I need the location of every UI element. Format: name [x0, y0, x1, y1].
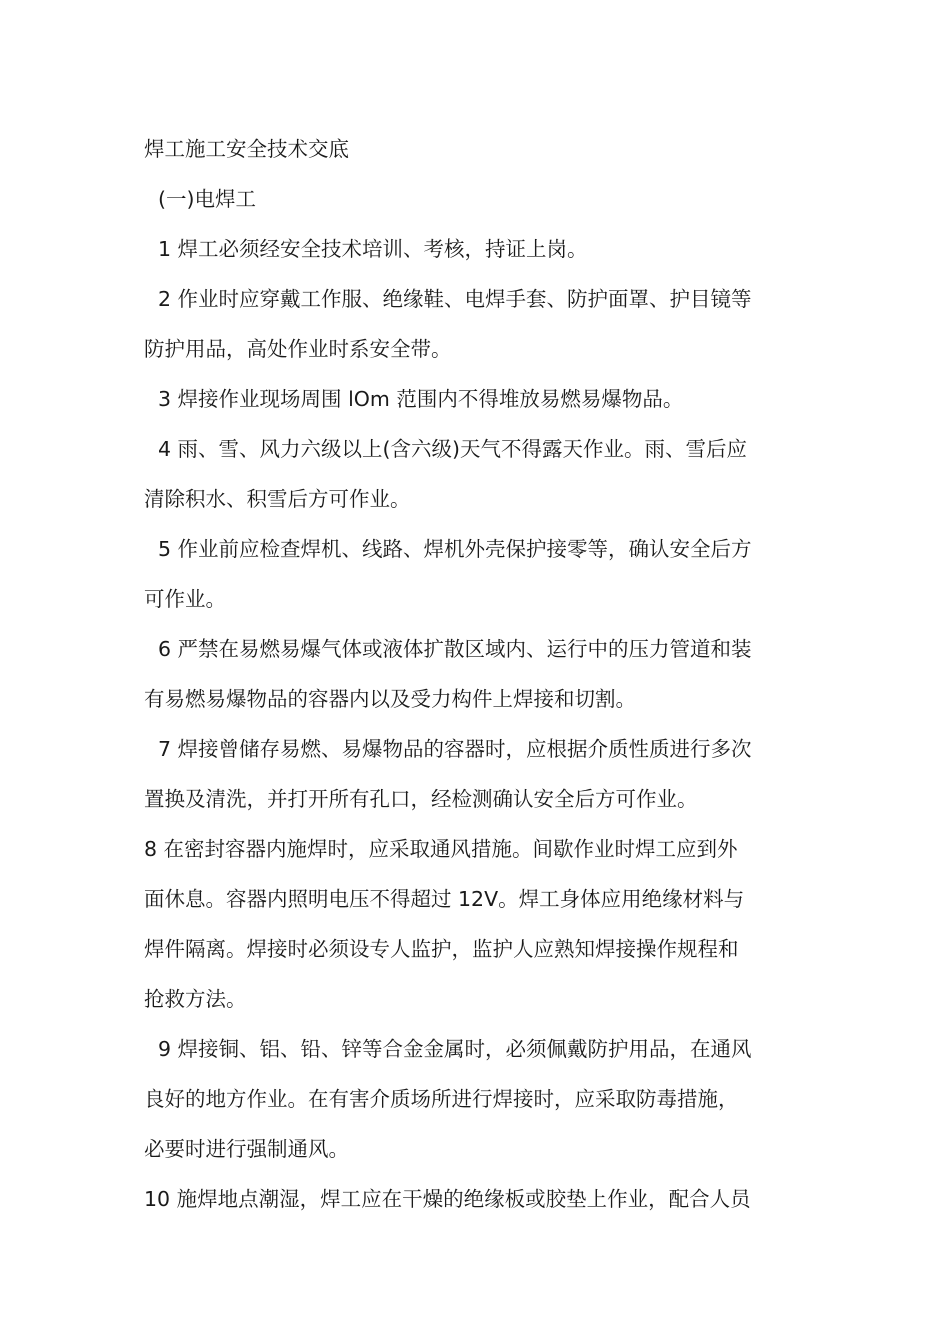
clause-3-line-1: 3 焊接作业现场周围 lOm 范围内不得堆放易燃易爆物品。 [158, 387, 684, 411]
clause-2-line-2: 防护用品，高处作业时系安全带。 [144, 337, 452, 361]
clause-6-line-2: 有易燃易爆物品的容器内以及受力构件上焊接和切割。 [144, 687, 636, 711]
clause-9-line-3: 必要时进行强制通风。 [144, 1137, 349, 1161]
document-title: 焊工施工安全技术交底 [144, 137, 349, 161]
clause-1-line-1: 1 焊工必须经安全技术培训、考核，持证上岗。 [158, 237, 588, 261]
clause-8-line-3: 焊件隔离。焊接时必须设专人监护，监护人应熟知焊接操作规程和 [144, 937, 739, 961]
clause-8-line-1: 8 在密封容器内施焊时，应采取通风措施。间歇作业时焊工应到外 [144, 837, 738, 861]
clause-4-line-1: 4 雨、雪、风力六级以上(含六级)天气不得露天作业。雨、雪后应 [158, 437, 748, 461]
clause-10-line-1: 10 施焊地点潮湿，焊工应在干燥的绝缘板或胶垫上作业，配合人员 [144, 1187, 751, 1211]
clause-4-line-2: 清除积水、积雪后方可作业。 [144, 487, 411, 511]
clause-9-line-2: 良好的地方作业。在有害介质场所进行焊接时，应采取防毒措施， [144, 1087, 739, 1111]
clause-7-line-1: 7 焊接曾储存易燃、易爆物品的容器时，应根据介质性质进行多次 [158, 737, 752, 761]
clause-9-line-1: 9 焊接铜、铝、铅、锌等合金金属时，必须佩戴防护用品，在通风 [158, 1037, 752, 1061]
clause-7-line-2: 置换及清洗，并打开所有孔口，经检测确认安全后方可作业。 [144, 787, 698, 811]
clause-5-line-1: 5 作业前应检查焊机、线路、焊机外壳保护接零等，确认安全后方 [158, 537, 752, 561]
clause-5-line-2: 可作业。 [144, 587, 226, 611]
section-heading: (一)电焊工 [158, 187, 256, 211]
clause-8-line-4: 抢救方法。 [144, 987, 247, 1011]
clause-8-line-2: 面休息。容器内照明电压不得超过 12V。焊工身体应用绝缘材料与 [144, 887, 745, 911]
clause-6-line-1: 6 严禁在易燃易爆气体或液体扩散区域内、运行中的压力管道和装 [158, 637, 752, 661]
clause-2-line-1: 2 作业时应穿戴工作服、绝缘鞋、电焊手套、防护面罩、护目镜等 [158, 287, 752, 311]
document-body [144, 124, 808, 1224]
